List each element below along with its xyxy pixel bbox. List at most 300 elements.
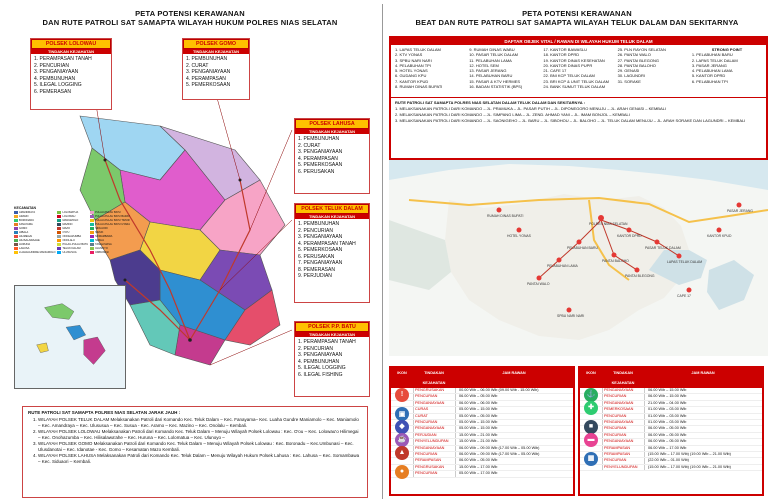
beat-object: 20. KANTOR DINAS PUPR [543, 62, 593, 68]
beat-object: 5. KANTOR DPRD [691, 73, 726, 79]
list-item: 1. WILAYAH POLSEK TELUK DALAM Melaksanakan Patroli dari Komando Kec. Teluk Dalam – Kec. Fanayama– Kec. Luaha Gundre Maniamolo – Kec. Maniamolo – Kec. Amandraya – Kec. Ulususua – Kec. Susua - Kec. Aramo – Kec. Mazino – Kec. Onolalu – Kembali. [38, 417, 362, 429]
route-item: 2. MELAKSANAKAN PATROLI DARI KOMANDO – JL. SIMPANG LIMA – JL. ZEND. AHMAD YANI – JL. IMAM BONJOL – KEMBALI [395, 111, 630, 117]
crime-cell: PERAMPASAN [413, 458, 455, 463]
legend-label: UMBUNASI [95, 251, 109, 254]
legend-label: ONOLALU [62, 239, 75, 242]
long-distance-routes [22, 406, 368, 498]
list-item: 4. PEMBUNUHAN [298, 358, 340, 365]
shield-icon: ◆ [395, 420, 409, 434]
legend-label: MAZO [62, 227, 70, 230]
map-label: KANTOR DPRD [617, 234, 642, 238]
table-left-head-crime: TINDAKAN KEJAHATAN [422, 371, 446, 385]
legend-swatch [57, 243, 61, 246]
beat-object: 9. RUMAH DINAS WABU [469, 47, 515, 52]
beat-object: 28. PANTAI BALOHO [617, 62, 656, 68]
polsek-batu-name: POLSEK P.P. BATU [295, 322, 369, 332]
list-item: 2. PENCURIAN [34, 62, 70, 69]
beat-routes [391, 97, 766, 126]
legend-item [14, 243, 55, 246]
legend-item [57, 211, 88, 214]
hours-cell: 15.00 Wib – 21.00 Wib [455, 439, 573, 444]
beat-object: 24. BANK SUMUT TELUK DALAM [543, 84, 606, 90]
legend-swatch [57, 223, 61, 226]
icon-cell [580, 458, 602, 463]
beat-routes-title: RUTE PATROLI SAT SAMAPTA POLRES NIAS SELATAN DALAM TELUK DALAM DAN SEKITARNYA : [395, 99, 585, 105]
legend-label: LAHUSA [19, 247, 30, 250]
icon-cell [580, 446, 602, 451]
beat-object: 26. PANTAI WALO [617, 52, 651, 58]
icon-cell [580, 388, 602, 399]
legend-swatch [90, 247, 94, 250]
legend-item [14, 251, 55, 254]
map-label: PASAR JERANG [727, 209, 753, 213]
icon-cell [580, 439, 602, 444]
map-label: PELABUHAN LAMA [547, 264, 578, 268]
crime-cell: PENGANIAYAAN [602, 388, 644, 393]
inset-map[interactable] [14, 285, 126, 389]
legend-item [57, 235, 88, 238]
beat-object: 13. PASAR JERANG [469, 68, 507, 74]
crime-cell: PENYELUNDUPAN [413, 439, 455, 444]
map-label: RUMAH DINAS BUPATI [487, 214, 524, 218]
polsek-lahusa-sub: TINDAKAN KEJAHATAN [295, 129, 369, 134]
icon-cell [580, 433, 602, 444]
beat-object: 2. KTV YONAS [395, 52, 423, 58]
pin-icon: ● [395, 465, 409, 479]
list-item: 5. PEMERKOSAAN [186, 82, 231, 88]
list-item: 5. ILEGAL LOGGING [34, 82, 82, 88]
legend-title: KECAMATAN [14, 206, 37, 210]
legend-item [90, 215, 130, 218]
icon-cell [580, 394, 602, 399]
beat-column [543, 47, 613, 95]
beat-column [692, 47, 762, 95]
list-item: 2. PENCURIAN [298, 227, 334, 234]
beat-object: 6. GUDANG KPU [395, 73, 427, 79]
fuel-icon: ▲ [395, 446, 409, 460]
icon-cell [391, 446, 413, 456]
legend-label: TANAH MASA [95, 243, 112, 246]
legend-item [90, 227, 130, 230]
legend-swatch [90, 223, 94, 226]
table-right-head-crime: TINDAKAN KEJAHATAN [611, 371, 635, 385]
map-label: KANTOR KPUD [707, 234, 732, 238]
list-item: 3. WILAYAH POLSEK GOMO Melaksanakan Patroli dari Komando Kec. Teluk Dalam – Menuju Wilayah Polsek Lolowau : Kec. Boronadu – Kec.Umbunasi – Kec. Ulusdanotai – Kec. Idanotae - Kec. Gomo – Kesamatan Mazo Kembali. [38, 441, 362, 453]
legend-item [90, 223, 130, 226]
hours-cell: 01.00 Wib – 03.00 Wib [644, 414, 762, 419]
beat-object: 1. PELABUHAN BARU [691, 52, 733, 58]
legend-item [57, 239, 88, 242]
crime-cell: PERAMPASAN [602, 446, 644, 451]
legend-item [90, 247, 130, 250]
list-item: 4. PERAMPASAN [298, 155, 338, 162]
polsek-lolowau-name: POLSEK LOLOWAU [31, 39, 111, 49]
polsek-lolowau-box[interactable] [30, 38, 112, 110]
legend-grid [14, 211, 131, 254]
list-item: 8. PEMERASAN [298, 266, 335, 273]
polsek-lolowau-sub: TINDAKAN KEJAHATAN [31, 49, 111, 54]
beat-object: 29. GENASI [617, 68, 640, 74]
legend-swatch [14, 219, 18, 222]
beat-column [618, 47, 688, 95]
car-icon: ▣ [395, 407, 409, 421]
legend-item [14, 211, 55, 214]
legend-label: GOMO [19, 227, 28, 230]
table-right-head [580, 368, 762, 388]
crime-hours-table-right [578, 366, 764, 496]
icon-cell [391, 388, 413, 399]
legend-swatch [57, 235, 61, 238]
legend-item [14, 227, 55, 230]
legend-swatch [14, 247, 18, 250]
legend-swatch [14, 251, 18, 254]
legend-item [57, 251, 88, 254]
list-item: 3. PENGANIAYAAN [298, 234, 343, 240]
crime-cell: PENGANIAYAAN [602, 439, 644, 444]
table-left-body [391, 388, 573, 478]
legend-swatch [90, 243, 94, 246]
panel-divider [382, 4, 383, 499]
hours-cell: 06.00 Wib – 05.00 Wib [455, 458, 573, 463]
legend-swatch [90, 231, 94, 234]
hours-cell: 05.00 Wib – 15.00 Wib [455, 407, 573, 412]
legend-label: HILIMEGAI [19, 235, 33, 238]
beat-object: 17. KANTOR BAWASLU [543, 47, 588, 52]
list-item: 6. PERUSAKAN [298, 253, 335, 260]
list-item: 4. WILAYAH POLSEK LAHUSA Melaksanakan Patroli dari Komando Kec. Teluk Dalam – Menuju Wilayah Hukum Polsek Lahusa : Kec. Lahusa – Kec. Somambawa – Kec. Siduaori – Kembali. [38, 453, 362, 465]
map-label: SPBU NARI NARI [557, 314, 585, 318]
beat-object: 31. SORAKE [617, 78, 641, 84]
list-item: 3. PENGANIAYAAN [34, 69, 79, 75]
legend-item [57, 231, 88, 234]
hours-cell: (15.00 Wib – 17.00 Wib) (19.00 Wib – 21.00 Wib) [644, 452, 762, 457]
icon-cell [580, 407, 602, 412]
legend-swatch [90, 211, 94, 214]
legend-item [90, 251, 130, 254]
hours-cell: 05.00 Wib – 15.00 Wib [455, 420, 573, 425]
icon-cell [580, 465, 602, 470]
legend-swatch [57, 211, 61, 214]
crime-cell: PERAMPASAN [602, 452, 644, 457]
polsek-teluk-dalam-list [295, 219, 369, 282]
legend-label: ULUSUSUA [62, 251, 77, 254]
legend-swatch [90, 227, 94, 230]
crime-cell: PENCURIAN [413, 394, 455, 399]
legend-label: O'O'U [62, 231, 70, 234]
map-label: PANTAI BALOHO [602, 259, 629, 263]
polsek-gomo-name: POLSEK GOMO [183, 39, 249, 49]
legend-swatch [57, 239, 61, 242]
beat-object: 25. PLN RAYON SELATAN [617, 47, 666, 52]
list-item: 5. PEMERKOSAAN [298, 247, 343, 253]
crime-cell: PERJUDIAN [413, 433, 455, 438]
beat-object: 23. BRI KCP & UNIT TELUK DALAM [543, 78, 609, 84]
crime-cell: CURAS [413, 407, 455, 412]
hours-cell: 06.00 Wib – 17.00 Wib [644, 446, 762, 451]
icon-cell [391, 471, 413, 476]
legend-item [14, 239, 55, 242]
list-item: 4. PERAMPASAN TANAH [298, 240, 356, 247]
crime-cell: PENGRUSAKAN [413, 465, 455, 470]
legend-label: PULAU-PULAU BATU [62, 243, 89, 246]
table-right-body [580, 388, 762, 471]
teluk-dalam-map[interactable] [389, 160, 768, 356]
legend-item [57, 227, 88, 230]
polsek-batu-box[interactable] [294, 321, 370, 397]
map-label: PELABUHAN BARU [567, 246, 598, 250]
crime-cell: PENCURIAN [413, 452, 455, 457]
list-item: 2. PENCURIAN [298, 345, 334, 352]
right-title: PETA POTENSI KERAWANAN [522, 9, 632, 18]
icon-cell [391, 452, 413, 457]
left-subtitle: DAN RUTE PATROLI SAT SAMAPTA WILAYAH HUKUM POLRES NIAS SELATAN [42, 18, 338, 27]
beat-object [618, 84, 688, 89]
icon-cell [580, 414, 602, 419]
polsek-gomo-box[interactable] [182, 38, 250, 100]
polsek-lolowau-list [31, 54, 111, 97]
route-item: 1. MELAKSANAKAN PATROLI DARI KOMANDO – JL. PRAMUKA – JL. PASAR PUTIH – JL. DIPONEGORO MENUJU – JL. ARAH GENASI – KEMBALI [395, 105, 666, 111]
medical-icon: ✚ [584, 401, 598, 415]
legend-swatch [90, 251, 94, 254]
legend-label: HIBALA [19, 231, 29, 234]
crime-cell: PENCURIAN [413, 471, 455, 476]
beat-object: 16. BADAN STATISTIK (BPS) [469, 84, 523, 90]
crime-cell: PENGRUSAKAN [413, 388, 455, 393]
list-item: 3. PENGANIAYAAN [298, 352, 343, 358]
polsek-teluk-dalam-sub: TINDAKAN KEJAHATAN [295, 214, 369, 219]
list-item: 4. PEMBUNUHAN [34, 75, 76, 82]
crime-cell: PENGANIAYAAN [413, 426, 455, 431]
list-item: 6. PERUSAKAN [298, 168, 335, 175]
beat-object: 22. BNI KCP TELUK DALAM [543, 73, 595, 79]
list-item: 1. PERAMPASAN TANAH [34, 56, 92, 62]
beat-object: 11. PELABUHAN LAMA [469, 57, 512, 63]
hours-cell: 06.00 Wib – 09.00 Wib (17.00 Wib – 05.00 Wib) [455, 446, 573, 451]
legend-swatch [14, 235, 18, 238]
legend-label: ONOHAZUMBA [62, 235, 82, 238]
legend-item [90, 219, 130, 222]
legend-swatch [90, 239, 94, 242]
crime-cell: PENGANIAYAAN [602, 420, 644, 425]
table-right-head-hours: JAM RAWAN [691, 371, 715, 375]
legend-swatch [57, 231, 61, 234]
crime-cell: PENCURIAN [413, 420, 455, 425]
hours-cell: (22.00 Wib – 01.00 Wib) [644, 458, 762, 463]
legend-swatch [90, 215, 94, 218]
list-item: 1. PEMBUNUHAN [186, 56, 228, 62]
crime-cell: PENGANIAYAAN [602, 401, 644, 406]
icon-cell [391, 420, 413, 431]
left-panel [0, 0, 380, 503]
polsek-teluk-dalam-name: POLSEK TELUK DALAM [295, 204, 369, 214]
hours-cell: 15.00 Wib – 17.00 Wib [455, 465, 573, 470]
beat-object: 5. HOTEL YONAS [395, 68, 428, 74]
polsek-gomo-sub: TINDAKAN KEJAHATAN [183, 49, 249, 54]
legend-item [90, 211, 130, 214]
table-left-head-hours: JAM RAWAN [502, 371, 526, 375]
list-item: 3. PENGANIAYAAN [298, 149, 343, 155]
beat-object: 7. KANTOR KPUD [395, 78, 429, 84]
list-item: 1. PEMBUNUHAN [298, 221, 340, 227]
list-item: 2. CURAT [186, 62, 209, 69]
building-icon: ▦ [584, 452, 598, 466]
beat-column [469, 47, 539, 95]
legend-item [90, 231, 130, 234]
beat-object: 3. SPBU NARI NARI [395, 57, 432, 63]
legend-item [57, 223, 88, 226]
list-item: 9. PERJUDIAN [298, 273, 332, 279]
hours-cell: 06.00 Wib – 15.00 Wib [644, 394, 762, 399]
crime-cell: PENCURIAN [602, 414, 644, 419]
hours-cell: 06.00 Wib – 05.00 Wib [455, 394, 573, 399]
polsek-lahusa-name: POLSEK LAHUSA [295, 119, 369, 129]
legend-label: PULAU-PULAU BATU BARAT [95, 215, 130, 218]
polsek-lahusa-box[interactable] [294, 118, 370, 194]
legend-swatch [14, 223, 18, 226]
hours-cell: 05.00 Wib – 17.00 Wib [455, 471, 573, 476]
legend-swatch [14, 231, 18, 234]
list-item: 5. PEMERKOSAAN [298, 162, 343, 168]
beat-object [692, 89, 762, 94]
beat-object: 15. PASAR & KTV HERMES [469, 78, 521, 84]
icon-cell [391, 426, 413, 431]
map-label: POLRES NIAS SELATAN [589, 222, 628, 226]
legend-item [14, 223, 55, 226]
legend-label: SIMUK [95, 231, 104, 234]
hours-cell: 06.00 Wib – 05.00 Wib [644, 426, 762, 431]
route-item: 3. MELAKSANAKAN PATROLI DARI KOMANDO – JL. SAONIGEHO – JL. BARU – JL. SIBOHOU – JL. BALOHO – JL. TELUK DALAM MENUJU – JL. ARAH SORAKE DAN LAGUNDRI – KEMBALI [395, 117, 746, 123]
polsek-batu-list [295, 337, 369, 380]
hours-cell: 00.00 Wib – 06.00 Wib (09.00 Wib - 15.00 Wib) [455, 388, 573, 393]
list-item: 7. PENGANIAYAAN [298, 260, 343, 266]
right-panel [386, 0, 768, 503]
polsek-batu-sub: TINDAKAN KEJAHATAN [295, 332, 369, 337]
crime-cell: PEMERKOSAAN [602, 407, 644, 412]
legend-label: ARAMO [19, 215, 29, 218]
table-left-head [391, 368, 573, 388]
beat-head: DAFTAR OBJEK VITAL / RAWAN DI WILAYAH HUKUM TELUK DALAM [391, 38, 766, 45]
icon-cell [391, 433, 413, 444]
map-label: HOTEL YONAS [507, 234, 531, 238]
crime-cell: CURAT [413, 414, 455, 419]
legend-label: SOMAMBAWA [95, 235, 113, 238]
beat-routes-list [395, 106, 762, 124]
crime-cell: PENGANIAYAAN [413, 446, 455, 451]
legend-label: SUSUA [95, 239, 105, 242]
beat-object: 2. LAPAS TELUK DALAM [691, 57, 738, 63]
icon-cell [391, 465, 413, 476]
hours-cell: 06.00 Wib – 15.00 Wib [644, 388, 762, 393]
beat-object: 30. LAGUNDRI [617, 73, 645, 79]
map-label: PANTAI BLEGONG [625, 274, 655, 278]
list-item: 4. PERAMPASAN [186, 75, 226, 82]
crime-cell: PENGANIAYAAN [413, 401, 455, 406]
legend-label: PULAU-PULAU BATU [95, 211, 121, 214]
legend-item [14, 247, 55, 250]
legend-swatch [14, 239, 18, 242]
legend-label: SIDUAORI [95, 227, 108, 230]
hours-cell: 15.00 Wib – 21.00 Wib [455, 433, 573, 438]
beat-column-head: STRONG POINT [711, 47, 743, 52]
hours-cell: 21.00 Wib – 04.00 Wib [644, 401, 762, 406]
warning-icon: ! [395, 388, 409, 402]
icon-cell [391, 439, 413, 444]
legend-label: LOLOMATUA [62, 211, 79, 214]
legend-item [57, 215, 88, 218]
icon-cell [580, 452, 602, 463]
beat-columns [391, 45, 766, 97]
icon-cell [580, 426, 602, 431]
beat-object: 21. CAFE 17 [543, 68, 567, 74]
crime-cell: PENCURIAN [602, 394, 644, 399]
list-item: 2. WILAYAH POLSEK LOLOWAU Melaksanakan Patroli dari Komando Kec. Teluk Dalam – Menuju Wilayah Polsek Lolowau : Kec. O'ou – Kec. Lolowau'o Hilimegai – Kec. Onohazumba – Kec. Hilisalawa'ahe – Kec. Huruna – Kec. Lolomatua – Kec. Ulunoyo – [38, 429, 362, 441]
polsek-lahusa-list [295, 134, 369, 177]
legend-label: PULAU-PULAU BATU TIMUR [95, 219, 130, 222]
legend-label: MAZINO [62, 223, 73, 226]
list-item: 1. PERAMPASAN TANAH [298, 339, 356, 345]
legend-label: HILISALAWAAHE [19, 239, 40, 242]
map-label: CAPE 17 [677, 294, 691, 298]
legend-label: PULAU-PULAU BATU UTARA [95, 223, 131, 226]
legend-swatch [90, 219, 94, 222]
legend-swatch [14, 215, 18, 218]
legend-swatch [57, 247, 61, 250]
icon-cell [391, 401, 413, 406]
legend-item [57, 247, 88, 250]
bus-icon: ▬ [584, 433, 598, 447]
crime-cell: PENYELUNDUPAN [602, 465, 644, 470]
table-left-head-icon: IKON [397, 371, 407, 375]
legend-item [90, 243, 130, 246]
crime-cell: PENCURIAN [602, 433, 644, 438]
icon-cell [391, 414, 413, 419]
legend-label: AMANDRAYA [19, 211, 36, 214]
drink-icon: ☕ [395, 433, 409, 447]
list-item: 3. PENGANIAYAAN [186, 69, 231, 75]
icon-cell [391, 394, 413, 399]
routes-title: RUTE PATROLI SAT SAMAPTA POLRES NIAS SELATAN JARAK JAUH : [28, 410, 181, 415]
legend-label: TELUK DALAM [62, 247, 81, 250]
polsek-gomo-list [183, 54, 249, 91]
list-item: 6. PEMERASAN [34, 88, 71, 95]
list-item: 2. CURAT [298, 142, 321, 149]
beat-object: 18. KANTOR DPRD [543, 52, 580, 58]
beat-column [395, 47, 465, 95]
map-label: PANTAI WALO [527, 282, 550, 286]
left-title: PETA POTENSI KERAWANAN [135, 9, 245, 18]
icon-cell [580, 401, 602, 412]
hours-cell: 05.00 Wib – 15.00 Wib [455, 426, 573, 431]
beat-object: 6. PELABUHAN TPI [691, 78, 728, 84]
hours-cell: 01.00 Wib – 03.00 Wib [644, 407, 762, 412]
beat-object: 4. PELABUHAN TPI [395, 62, 431, 68]
hours-cell: 05.00 Wib – 05.00 Wib [455, 414, 573, 419]
legend-label: BORONADU [19, 219, 34, 222]
beat-object: 3. PASAR JERANG [691, 62, 727, 68]
legend-swatch [14, 227, 18, 230]
legend-label: LUAHAGUNDRE MANIAMOLO [19, 251, 56, 254]
list-item: 5. ILEGAL LOGGING [298, 365, 346, 371]
beat-object: 14. PELABUHAN BARU [469, 73, 513, 79]
crime-hours-table-left [389, 366, 575, 496]
table-row [580, 465, 762, 471]
polsek-teluk-dalam-box[interactable] [294, 203, 370, 303]
table-right-head-icon: IKON [586, 371, 596, 375]
crime-cell: PENCURIAN [602, 426, 644, 431]
beat-object: 8. RUMAH DINAS BUPATI [395, 84, 443, 90]
crime-cell: PENCURIAN [602, 458, 644, 463]
lock-icon: ■ [584, 420, 598, 434]
